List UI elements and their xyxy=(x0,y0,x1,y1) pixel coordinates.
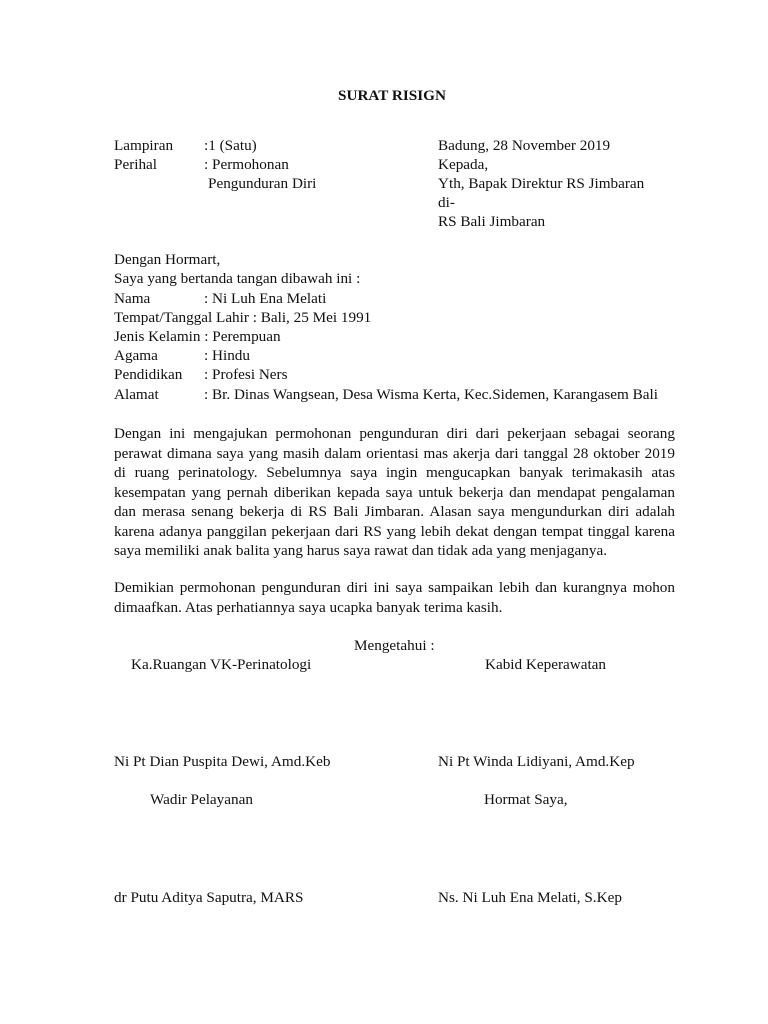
closing-paragraph: Demikian permohonan pengunduran diri ini saya sampaikan lebih dan kurangnya mohon dimaafkan. Atas perhatiannya saya ucapka banyak terima kasih. xyxy=(114,579,675,616)
place-date: Badung, 28 November 2019 xyxy=(438,137,611,154)
agama-label: Agama xyxy=(114,347,158,364)
signer-name-2: Ni Pt Winda Lidiyani, Amd.Kep xyxy=(438,753,635,770)
signer-role-4: Hormat Saya, xyxy=(484,791,568,808)
nama-value: : Ni Luh Ena Melati xyxy=(204,290,327,307)
alamat-value: : Br. Dinas Wangsean, Desa Wisma Kerta, Kec.Sidemen, Karangasem Bali xyxy=(204,386,658,403)
alamat-label: Alamat xyxy=(114,386,159,403)
greeting: Dengan Hormart, xyxy=(114,251,221,268)
lampiran-value: :1 (Satu) xyxy=(204,137,257,154)
signer-name-3: dr Putu Aditya Saputra, MARS xyxy=(114,889,304,906)
pendidikan-value: : Profesi Ners xyxy=(204,366,288,383)
lampiran-label: Lampiran xyxy=(114,137,174,154)
intro: Saya yang bertanda tangan dibawah ini : xyxy=(114,270,361,287)
signer-role-3: Wadir Pelayanan xyxy=(150,791,253,808)
body-paragraph: Dengan ini mengajukan permohonan pengunduran diri dari pekerjaan sebagai seorang perawat dimana saya yang masih dalam orientasi mas akerja dari tanggal 28 oktober 2019 di ruang perinatology. Sebelumnya saya ingin mengucapkan banyak terimakasih atas kesempatan yang pernah diberikan kepada saya untuk bekerja dan mendapat pengalaman dan merasa senang bekerja di RS Bali Jimbaran. Alasan saya mengundurkan diri adalah karena adanya panggilan pekerjaan dari RS yang lebih dekat dengan tempat tinggal karena saya memiliki anak balita yang harus saya rawat dan tidak ada yang menjaganya. xyxy=(114,425,675,559)
perihal-label: Perihal xyxy=(114,156,158,173)
signer-name-1: Ni Pt Dian Puspita Dewi, Amd.Keb xyxy=(114,753,331,770)
perihal-value-2: Pengunduran Diri xyxy=(208,175,317,192)
pendidikan-label: Pendidikan xyxy=(114,366,183,383)
perihal-value-1: : Permohonan xyxy=(204,156,289,173)
letter-title: SURAT RISIGN xyxy=(338,87,446,104)
mengetahui: Mengetahui : xyxy=(354,637,435,654)
nama-label: Nama xyxy=(114,290,151,307)
agama-value: : Hindu xyxy=(204,347,250,364)
signer-role-1: Ka.Ruangan VK-Perinatologi xyxy=(131,656,312,673)
di-label: di- xyxy=(438,194,455,211)
recipient: Yth, Bapak Direktur RS Jimbaran xyxy=(438,175,645,192)
jenis-kelamin-line: Jenis Kelamin : Perempuan xyxy=(114,328,281,345)
signer-role-2: Kabid Keperawatan xyxy=(485,656,607,673)
recipient-location: RS Bali Jimbaran xyxy=(438,213,546,230)
signer-name-4: Ns. Ni Luh Ena Melati, S.Kep xyxy=(438,889,622,906)
ttl-line: Tempat/Tanggal Lahir : Bali, 25 Mei 1991 xyxy=(114,309,372,326)
kepada: Kepada, xyxy=(438,156,489,173)
